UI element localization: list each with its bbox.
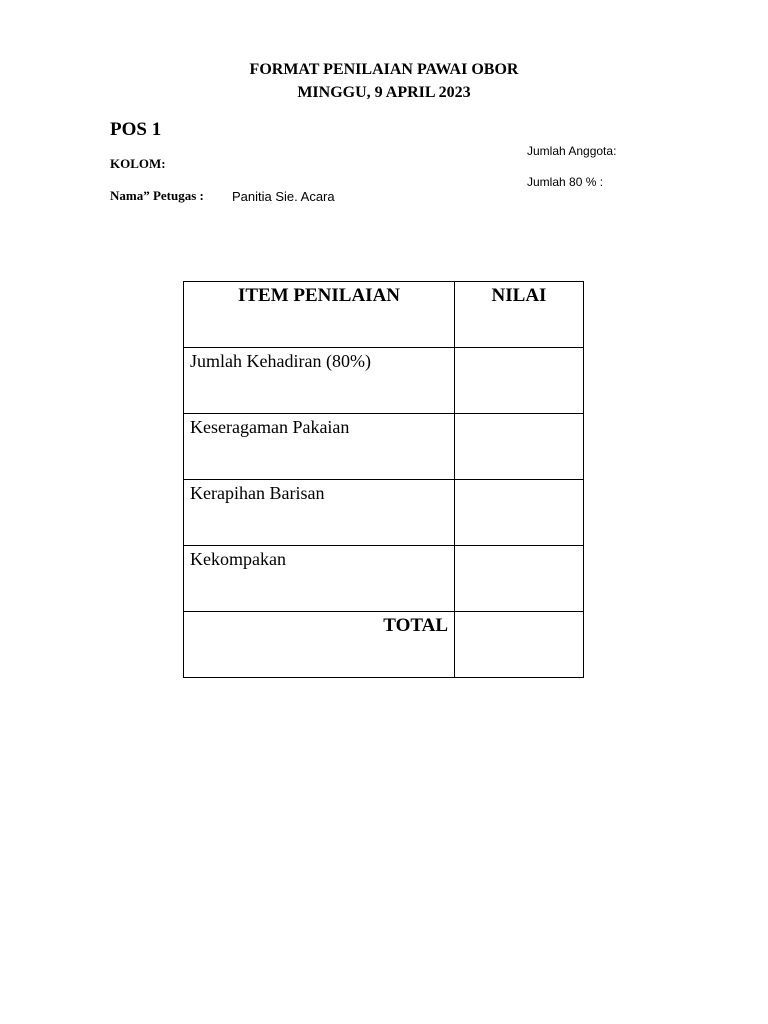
item-cell: Kerapihan Barisan (184, 480, 455, 546)
table-total-row (184, 612, 584, 678)
nilai-cell[interactable] (455, 414, 584, 480)
item-cell: Kekompakan (184, 546, 455, 612)
jumlah-anggota-label: Jumlah Anggota: (527, 144, 617, 158)
total-value-cell[interactable] (455, 612, 584, 678)
item-cell: Jumlah Kehadiran (80%) (184, 348, 455, 414)
table-header-row (184, 282, 584, 348)
table-row (184, 480, 584, 546)
petugas-label: Nama” Petugas : (110, 188, 204, 203)
nilai-cell[interactable] (455, 348, 584, 414)
header-nilai: NILAI (455, 282, 584, 348)
jumlah-80-persen-label: Jumlah 80 % : (527, 175, 604, 189)
item-cell: Keseragaman Pakaian (184, 414, 455, 480)
document-title: FORMAT PENILAIAN PAWAI OBOR (249, 61, 519, 78)
document-date: MINGGU, 9 APRIL 2023 (297, 84, 471, 101)
nilai-cell[interactable] (455, 480, 584, 546)
pos-label: POS 1 (110, 119, 162, 140)
table-row (184, 348, 584, 414)
score-table (183, 281, 584, 678)
header-item-penilaian: ITEM PENILAIAN (184, 282, 455, 348)
table-row (184, 414, 584, 480)
nilai-cell[interactable] (455, 546, 584, 612)
kolom-label: KOLOM: (110, 156, 166, 171)
petugas-value: Panitia Sie. Acara (232, 189, 335, 204)
table-row (184, 546, 584, 612)
total-label: TOTAL (184, 612, 455, 678)
